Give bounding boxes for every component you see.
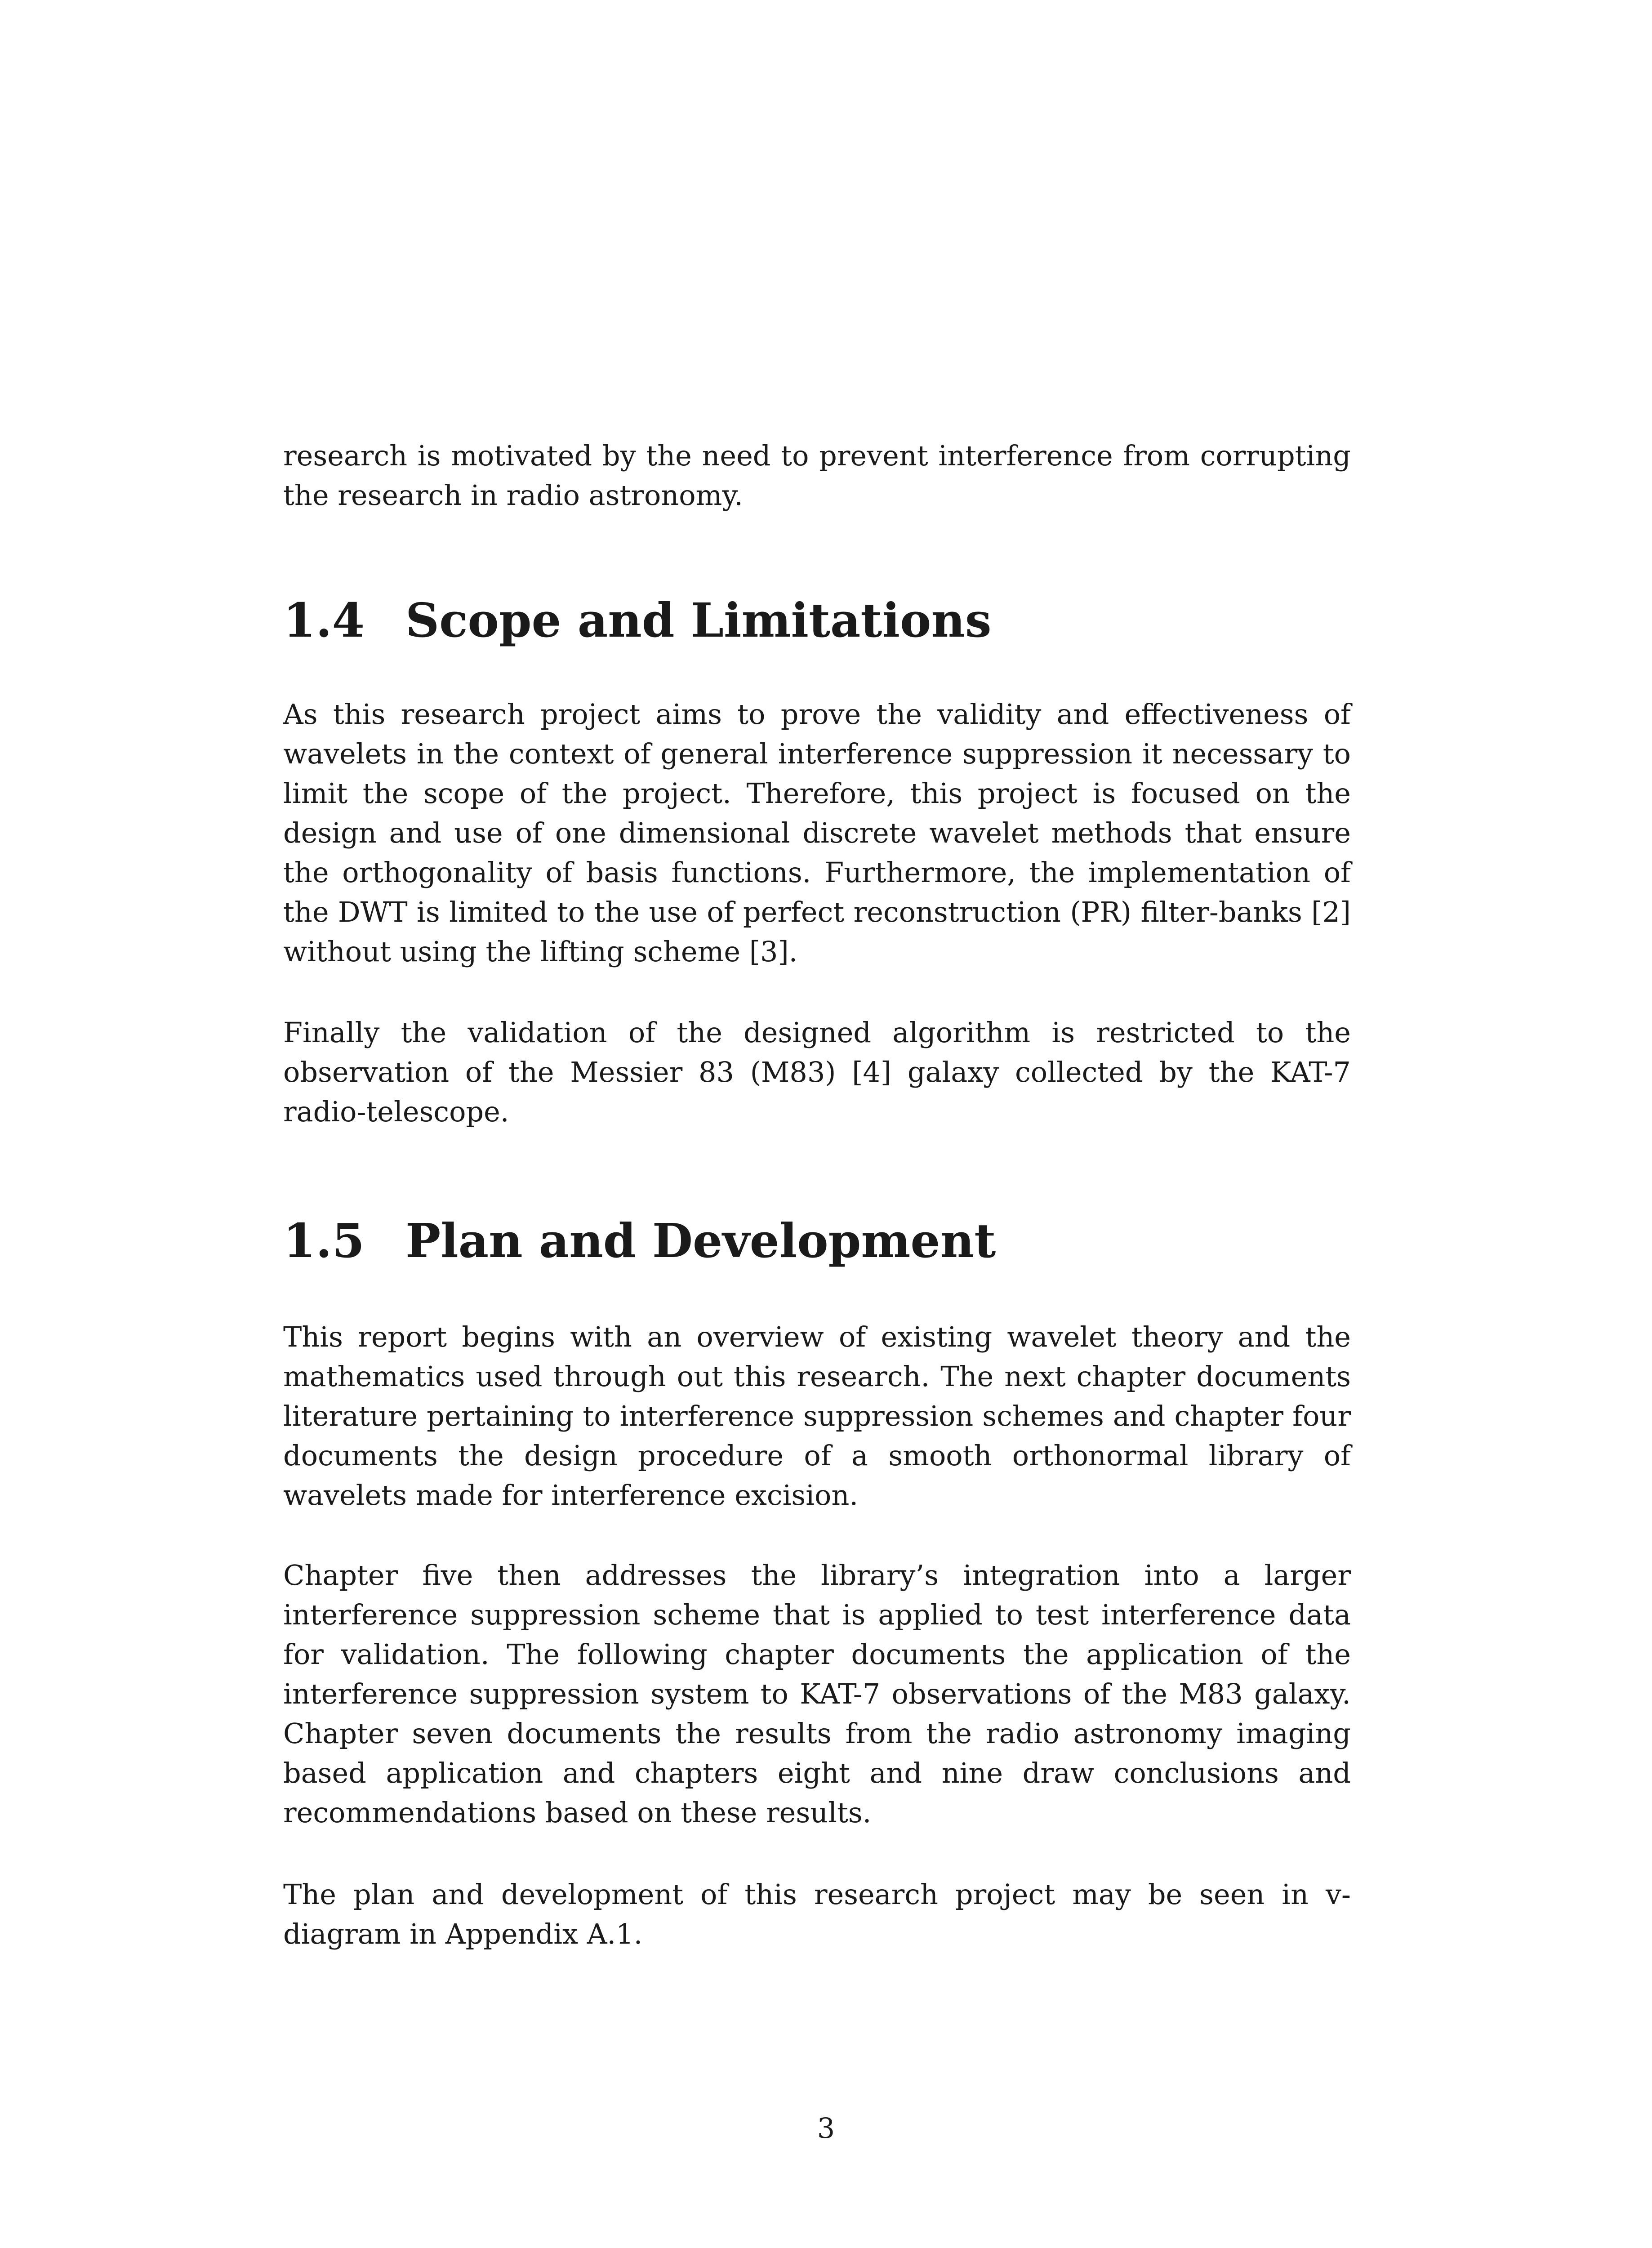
continuation-paragraph: research is motivated by the need to prevent interference from corrupting the research in radio astronomy.: [283, 439, 1351, 512]
scope-paragraph-1: As this research project aims to prove the validity and effectiveness of wavelets in the context of general interference suppression it necessary to limit the scope of the project. Therefore, this project is focused on the design and use of one dimensional discrete wavelet methods that ensure the orthogonality of basis functions. Furthermore, the implementation of the DWT is limited to the use of perfect reconstruction (PR) filter-banks [2] without using the lifting scheme [3].: [283, 698, 1351, 968]
section-number: 1.5: [283, 1213, 365, 1268]
plan-paragraph-1: This report begins with an overview of existing wavelet theory and the mathematics used through out this research. The next chapter documents literature pertaining to interference suppression schemes and chapter four documents the design procedure of a smooth orthonormal library of wavelets made for interference excision.: [283, 1320, 1351, 1512]
page-number: 3: [817, 2112, 835, 2145]
scope-paragraph-2: Finally the validation of the designed algorithm is restricted to the observation of the Messier 83 (M83) [4] galaxy collected by the KAT-7 radio-telescope.: [283, 1016, 1351, 1128]
section-heading-scope: [283, 593, 992, 647]
plan-paragraph-2: Chapter five then addresses the library’s integration into a larger interference suppression scheme that is applied to test interference data for validation. The following chapter documents the application of the interference suppression system to KAT-7 observations of the M83 galaxy. Chapter seven documents the results from the radio astronomy imaging based application and chapters eight and nine draw conclusions and recommendations based on these results.: [283, 1559, 1351, 1829]
section-heading-plan: [283, 1214, 996, 1268]
section-number: 1.4: [283, 593, 365, 648]
section-title: Scope and Limitations: [405, 593, 992, 648]
section-title: Plan and Development: [405, 1213, 996, 1268]
plan-paragraph-3: The plan and development of this research project may be seen in v-diagram in Appendix A.1.: [283, 1878, 1351, 1950]
